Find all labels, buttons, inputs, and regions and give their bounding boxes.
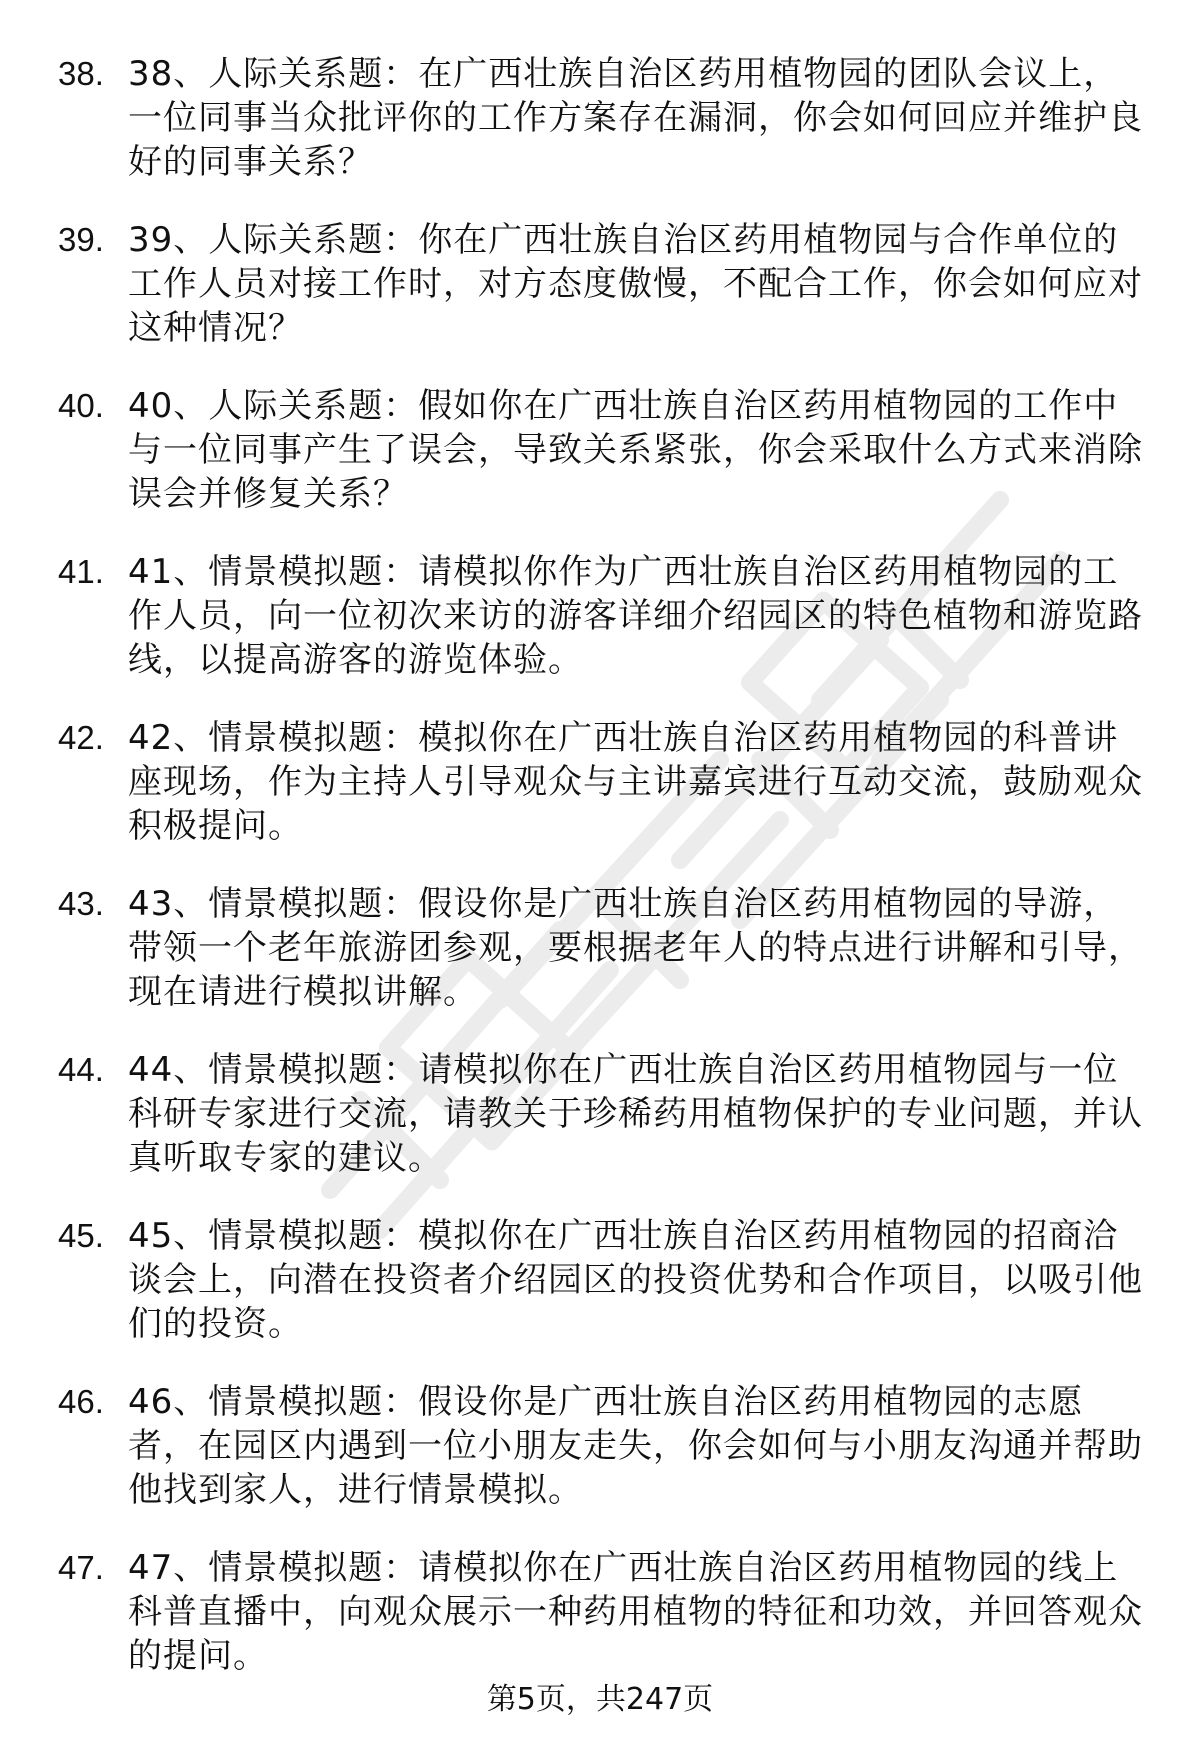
question-text: 45、情景模拟题：模拟你在广西壮族自治区药用植物园的招商洽谈会上，向潜在投资者介绍园区的投资优势和合作项目，以吸引他们的投资。 bbox=[128, 1216, 1143, 1344]
question-text: 47、情景模拟题：请模拟你在广西壮族自治区药用植物园的线上科普直播中，向观众展示一种药用植物的特征和功效，并回答观众的提问。 bbox=[128, 1548, 1143, 1676]
question-text: 44、情景模拟题：请模拟你在广西壮族自治区药用植物园与一位科研专家进行交流，请教关于珍稀药用植物保护的专业问题，并认真听取专家的建议。 bbox=[128, 1050, 1143, 1178]
question-number: 47. bbox=[58, 1549, 104, 1586]
list-item bbox=[58, 1546, 1148, 1678]
question-text: 42、情景模拟题：模拟你在广西壮族自治区药用植物园的科普讲座现场，作为主持人引导观众与主讲嘉宾进行互动交流，鼓励观众积极提问。 bbox=[128, 718, 1143, 846]
page-footer: 第5页，共247页 bbox=[486, 1682, 714, 1717]
list-item bbox=[58, 1048, 1148, 1180]
question-number: 44. bbox=[58, 1051, 104, 1088]
question-text: 46、情景模拟题：假设你是广西壮族自治区药用植物园的志愿者，在园区内遇到一位小朋友走失，你会如何与小朋友沟通并帮助他找到家人，进行情景模拟。 bbox=[128, 1382, 1143, 1510]
question-number: 38. bbox=[58, 55, 104, 92]
question-text: 40、人际关系题：假如你在广西壮族自治区药用植物园的工作中与一位同事产生了误会，导致关系紧张，你会采取什么方式来消除误会并修复关系？ bbox=[128, 386, 1143, 514]
question-text: 41、情景模拟题：请模拟你作为广西壮族自治区药用植物园的工作人员，向一位初次来访的游客详细介绍园区的特色植物和游览路线，以提高游客的游览体验。 bbox=[128, 552, 1143, 680]
list-item bbox=[58, 1214, 1148, 1346]
question-text: 43、情景模拟题：假设你是广西壮族自治区药用植物园的导游，带领一个老年旅游团参观，要根据老年人的特点进行讲解和引导，现在请进行模拟讲解。 bbox=[128, 884, 1143, 1012]
list-item bbox=[58, 1380, 1148, 1512]
list-item bbox=[58, 218, 1148, 350]
question-text: 38、人际关系题：在广西壮族自治区药用植物园的团队会议上，一位同事当众批评你的工作方案存在漏洞，你会如何回应并维护良好的同事关系？ bbox=[128, 54, 1143, 182]
question-number: 43. bbox=[58, 885, 104, 922]
list-item bbox=[58, 550, 1148, 682]
question-number: 40. bbox=[58, 387, 104, 424]
question-number: 45. bbox=[58, 1217, 104, 1254]
list-item bbox=[58, 882, 1148, 1014]
question-number: 46. bbox=[58, 1383, 104, 1420]
question-list bbox=[58, 52, 1148, 1712]
question-text: 39、人际关系题：你在广西壮族自治区药用植物园与合作单位的工作人员对接工作时，对方态度傲慢，不配合工作，你会如何应对这种情况？ bbox=[128, 220, 1143, 348]
list-item bbox=[58, 716, 1148, 848]
question-number: 41. bbox=[58, 553, 104, 590]
list-item bbox=[58, 52, 1148, 184]
question-number: 42. bbox=[58, 719, 104, 756]
list-item bbox=[58, 384, 1148, 516]
question-number: 39. bbox=[58, 221, 104, 258]
